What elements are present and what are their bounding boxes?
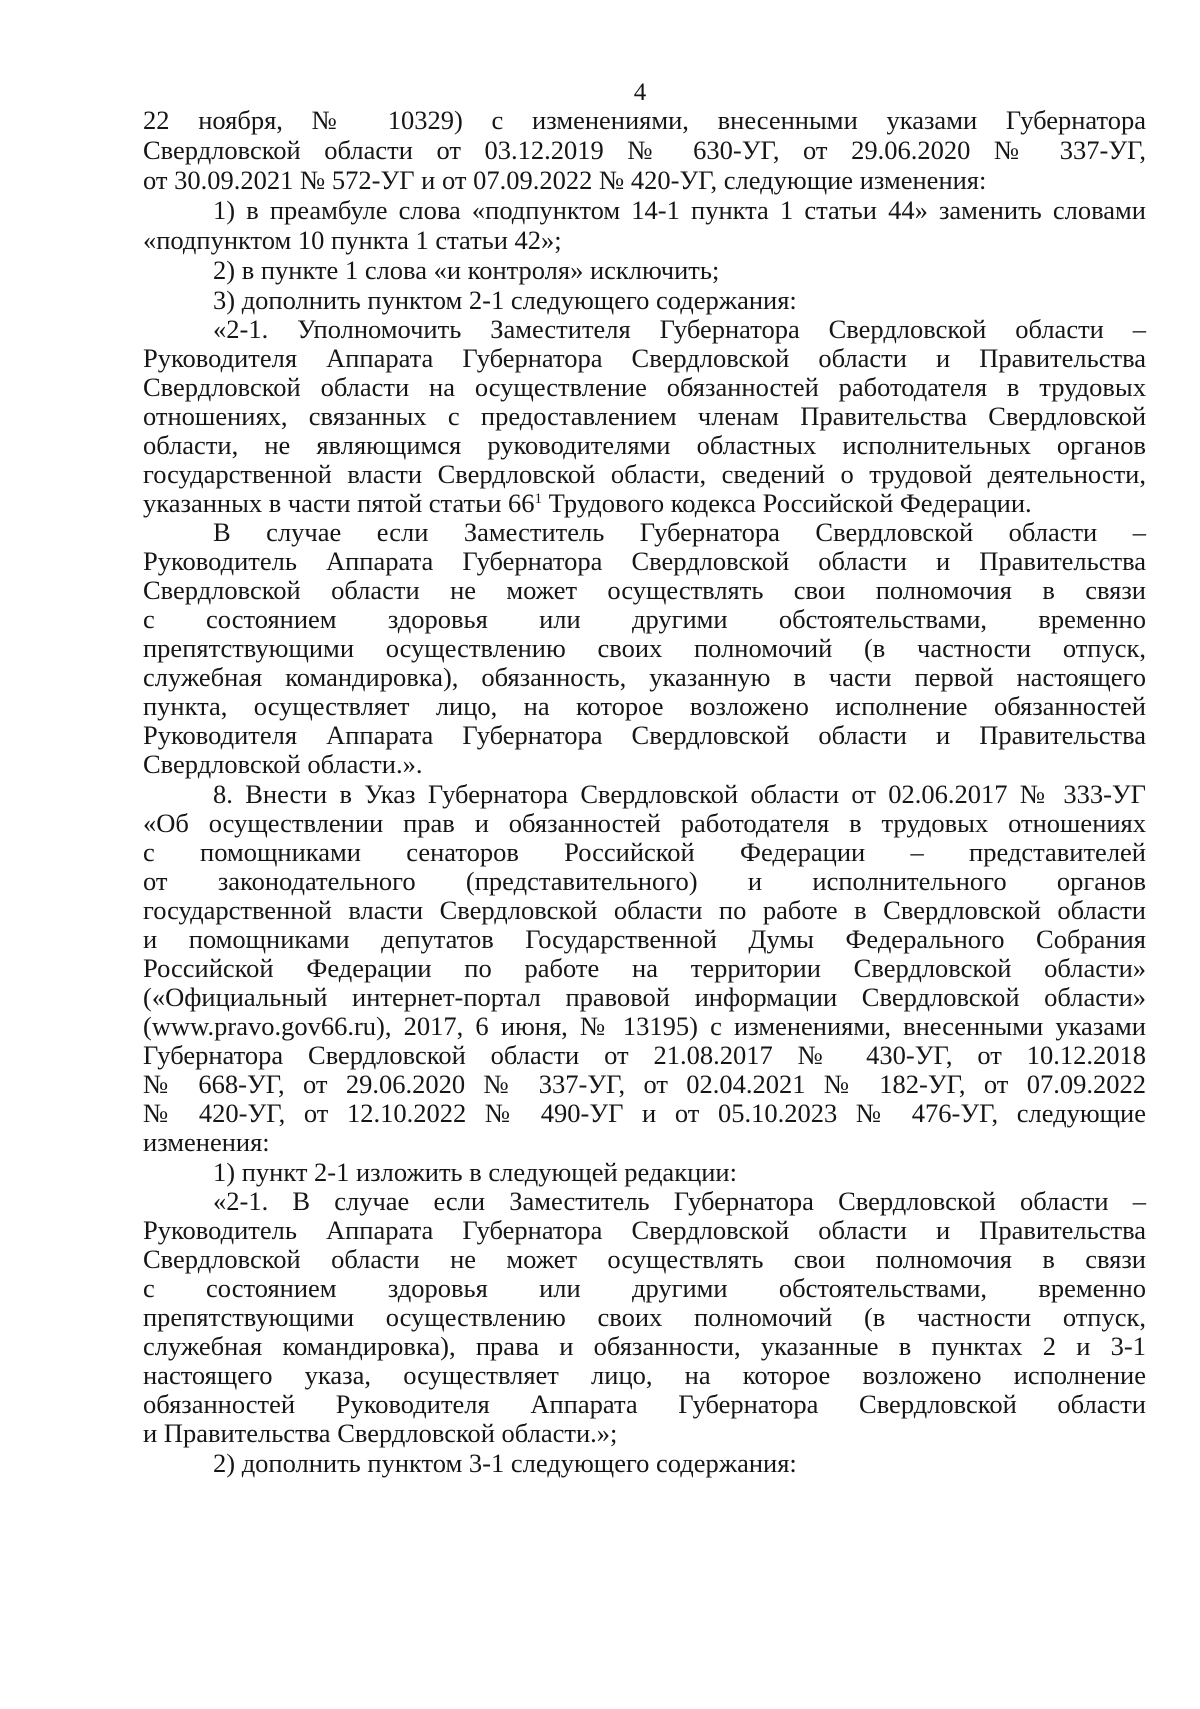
text-line: области, не являющимся руководителями областных исполнительных органов xyxy=(143,430,1146,460)
text-line: государственной власти Свердловской области, сведений о трудовой деятельности, xyxy=(143,459,1146,489)
text-line: пункта, осуществляет лицо, на которое возложено исполнение обязанностей xyxy=(143,691,1146,721)
text-line: 1) пункт 2-1 изложить в следующей редакции: xyxy=(213,1157,737,1187)
text-line: («Официальный интернет-портал правовой информации Свердловской области» xyxy=(143,982,1146,1012)
text-line: отношениях, связанных с предоставлением членам Правительства Свердловской xyxy=(143,401,1146,431)
text-line: Свердловской области не может осуществлять свои полномочия в связи xyxy=(143,1244,1146,1274)
text-line: Российской Федерации по работе на территории Свердловской области» xyxy=(143,953,1146,983)
text-line: Руководителя Аппарата Губернатора Свердловской области и Правительства xyxy=(143,343,1146,373)
text-line: от законодательного (представительного) и исполнительного органов xyxy=(143,866,1146,896)
text-line: Руководитель Аппарата Губернатора Свердловской области и Правительства xyxy=(143,1215,1146,1245)
text-line: 8. Внести в Указ Губернатора Свердловской области от 02.06.2017 № 333-УГ xyxy=(213,779,1146,809)
text-line: Свердловской области от 03.12.2019 № 630-УГ, от 29.06.2020 № 337-УГ, xyxy=(143,135,1146,165)
text-line: государственной власти Свердловской области по работе в Свердловской области xyxy=(143,895,1146,925)
superscript: 1 xyxy=(534,491,543,507)
text-line: изменения: xyxy=(143,1127,270,1157)
text-line: Руководителя Аппарата Губернатора Свердловской области и Правительства xyxy=(143,720,1146,750)
text-line: 1) в преамбуле слова «подпунктом 14-1 пункта 1 статьи 44» заменить словами xyxy=(213,195,1146,225)
text-line: служебная командировка), права и обязанности, указанные в пунктах 2 и 3-1 xyxy=(143,1331,1146,1361)
text-line: Руководитель Аппарата Губернатора Свердловской области и Правительства xyxy=(143,546,1146,576)
text-line xyxy=(143,488,1146,518)
text-line-part: Трудового кодекса Российской Федерации. xyxy=(542,488,1032,518)
text-line: 2) дополнить пунктом 3-1 следующего содержания: xyxy=(213,1448,797,1478)
text-line: от 30.09.2021 № 572-УГ и от 07.09.2022 № 420-УГ, следующие изменения: xyxy=(143,165,987,195)
text-line: Свердловской области.». xyxy=(143,749,423,779)
text-line: Губернатора Свердловской области от 21.08.2017 № 430-УГ, от 10.12.2018 xyxy=(143,1040,1146,1070)
text-line: В случае если Заместитель Губернатора Свердловской области – xyxy=(213,517,1146,547)
text-line: препятствующими осуществлению своих полномочий (в частности отпуск, xyxy=(143,633,1146,663)
text-line: «2-1. Уполномочить Заместителя Губернатора Свердловской области – xyxy=(213,314,1146,344)
text-line: настоящего указа, осуществляет лицо, на которое возложено исполнение xyxy=(143,1360,1146,1390)
text-line: № 668-УГ, от 29.06.2020 № 337-УГ, от 02.04.2021 № 182-УГ, от 07.09.2022 xyxy=(143,1069,1146,1099)
text-line: «Об осуществлении прав и обязанностей работодателя в трудовых отношениях xyxy=(143,808,1146,838)
text-line: 22 ноября, № 10329) с изменениями, внесенными указами Губернатора xyxy=(143,105,1146,135)
text-line: Свердловской области на осуществление обязанностей работодателя в трудовых xyxy=(143,372,1146,402)
text-line: «2-1. В случае если Заместитель Губернатора Свердловской области – xyxy=(213,1186,1146,1216)
text-line: и помощниками депутатов Государственной Думы Федерального Собрания xyxy=(143,924,1146,954)
text-line: «подпунктом 10 пункта 1 статьи 42»; xyxy=(143,225,562,255)
text-line: и Правительства Свердловской области.»; xyxy=(143,1418,618,1448)
text-line: (www.pravo.gov66.ru), 2017, 6 июня, № 13195) с изменениями, внесенными указами xyxy=(143,1011,1146,1041)
text-line: № 420-УГ, от 12.10.2022 № 490-УГ и от 05.10.2023 № 476-УГ, следующие xyxy=(143,1098,1146,1128)
text-line: препятствующими осуществлению своих полномочий (в частности отпуск, xyxy=(143,1302,1146,1332)
page-number: 4 xyxy=(633,79,647,106)
text-line: Свердловской области не может осуществлять свои полномочия в связи xyxy=(143,575,1146,605)
text-line: служебная командировка), обязанность, указанную в части первой настоящего xyxy=(143,662,1146,692)
text-line: обязанностей Руководителя Аппарата Губернатора Свердловской области xyxy=(143,1389,1146,1419)
text-line: с состоянием здоровья или другими обстоятельствами, временно xyxy=(143,1273,1146,1303)
text-line-part: указанных в части пятой статьи 66 xyxy=(143,488,535,518)
text-line: 3) дополнить пунктом 2-1 следующего содержания: xyxy=(213,285,797,315)
text-line: с состоянием здоровья или другими обстоятельствами, временно xyxy=(143,604,1146,634)
text-line: 2) в пункте 1 слова «и контроля» исключить; xyxy=(213,255,720,285)
text-line: с помощниками сенаторов Российской Федерации – представителей xyxy=(143,837,1146,867)
